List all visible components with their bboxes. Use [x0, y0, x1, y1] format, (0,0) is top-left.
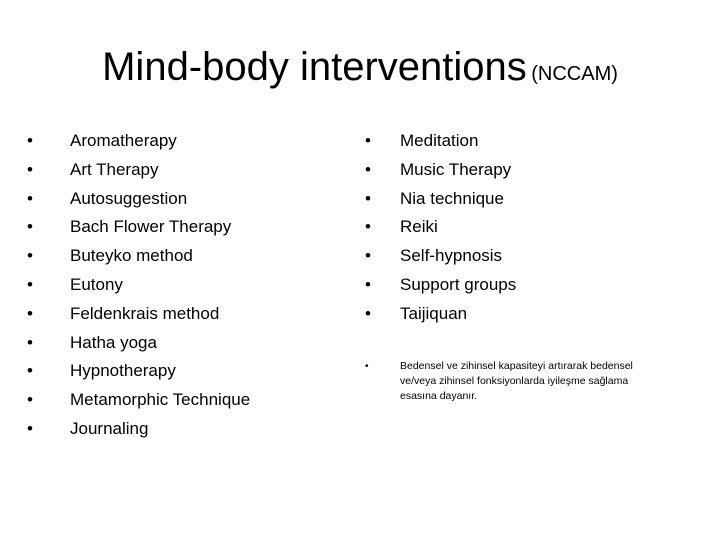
list-item-label: Reiki [400, 217, 438, 237]
bullet-icon: • [27, 303, 33, 323]
list-item-label: Aromatherapy [70, 131, 177, 150]
list-item-label: Hatha yoga [70, 332, 157, 352]
list-item-label: Music Therapy [400, 159, 512, 179]
list-item [27, 271, 250, 300]
bullet-icon: • [27, 332, 33, 352]
bullet-icon: • [27, 390, 33, 410]
list-item-label: Support groups [400, 274, 517, 294]
list-item-label: Eutony [70, 274, 123, 294]
list-item [27, 415, 250, 444]
bullet-icon: • [365, 188, 371, 208]
list-item-label: Metamorphic Technique [70, 390, 251, 410]
list-item [27, 386, 251, 415]
list-item [365, 156, 516, 185]
list-item [27, 156, 250, 185]
list-item-label: Self-hypnosis [400, 246, 503, 266]
bullet-icon: • [365, 131, 371, 150]
title-main: Mind-body interventions [102, 45, 527, 89]
list-item-label: Autosuggestion [70, 188, 188, 208]
list-item [365, 300, 516, 329]
list-item [27, 357, 250, 386]
list-item-label: Nia technique [400, 188, 504, 208]
bullet-icon: • [365, 246, 371, 266]
description-text: Bedensel ve zihinsel kapasiteyi artırarak bedensel ve/veya zihinsel fonksiyonlarda iyileşme sağlama esasına dayanır. [400, 360, 633, 402]
list-item-label: Journaling [70, 418, 149, 438]
list-item-label: Meditation [400, 131, 479, 150]
list-item-label: Buteyko method [70, 246, 193, 266]
list-item-label: Taijiquan [400, 303, 468, 323]
list-item [27, 127, 250, 156]
bullet-icon: • [27, 361, 33, 381]
bullet-icon: • [365, 303, 371, 323]
list-item [27, 300, 250, 329]
bullet-icon: • [365, 217, 371, 237]
list-item [365, 242, 516, 271]
slide-title [0, 40, 720, 101]
bullet-icon: • [27, 188, 33, 208]
list-item-label: Art Therapy [70, 159, 159, 179]
bullet-icon: • [365, 159, 371, 179]
bullet-icon: • [365, 361, 369, 372]
right-bullet-list [365, 127, 517, 329]
description-note [365, 359, 660, 404]
list-item-label: Hypnotherapy [70, 361, 176, 381]
left-bullet-list [27, 127, 251, 444]
list-item [27, 242, 250, 271]
title-subtitle: (NCCAM) [531, 63, 618, 85]
list-item-label: Bach Flower Therapy [70, 217, 232, 237]
bullet-icon: • [27, 246, 33, 266]
bullet-icon: • [27, 159, 33, 179]
list-item [27, 185, 250, 214]
list-item [365, 127, 516, 156]
bullet-icon: • [27, 274, 33, 294]
bullet-icon: • [27, 418, 33, 438]
bullet-icon: • [27, 217, 33, 237]
list-item [27, 213, 250, 242]
list-item [27, 329, 250, 358]
bullet-icon: • [365, 274, 371, 294]
list-item [365, 271, 517, 300]
bullet-icon: • [27, 131, 33, 150]
list-item [365, 185, 516, 214]
list-item-label: Feldenkrais method [70, 303, 220, 323]
list-item [365, 213, 516, 242]
